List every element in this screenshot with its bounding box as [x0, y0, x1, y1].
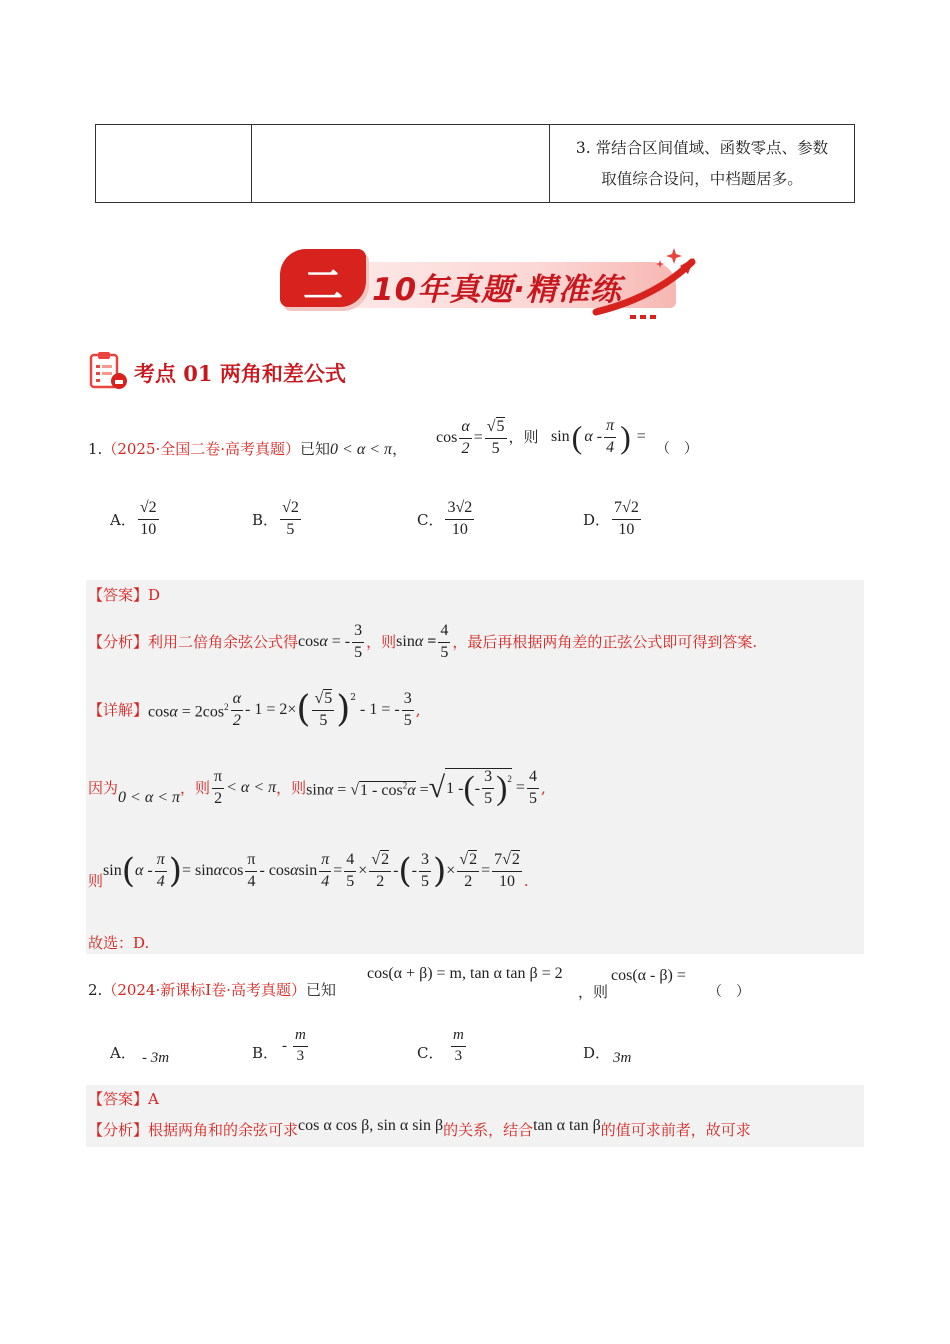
q2-option-d[interactable]: D．: [583, 1044, 611, 1062]
q2-option-b-value: - $\frac{m}{3}$: [282, 1027, 306, 1064]
top-table: [95, 124, 855, 203]
q1-option-d[interactable]: D． $\frac{7√2}{10}$: [583, 499, 639, 538]
table-cell-1: [96, 125, 252, 203]
q1-option-a[interactable]: A． $\frac{√2}{10}$: [110, 499, 157, 538]
q1-detail-2: 因为 0 < α < π ，则 $\frac{\pi}{2}$ < α < π ，则 $\sin\alpha = √1 - \cos^2\alpha$ = √ 1 - ( - $\frac{3}{5}$ ) $^2$ = $\frac{4}{5}$ ,: [88, 767, 546, 807]
question-2-stem: 2.（2024·新课标Ⅰ卷·高考真题）已知: [88, 981, 336, 999]
question-1-stem: 1.（2025·全国二卷·高考真题）已知0 < α < π，: [88, 440, 408, 458]
table-cell-3: 3. 常结合区间值域、函数零点、参数 取值综合设问，中档题居多。: [550, 125, 855, 203]
banner-title: 10年真题·精准练: [372, 272, 622, 308]
section-banner: [276, 240, 700, 322]
question-1-blank: （ ）: [656, 441, 698, 457]
question-2-then: ，则: [578, 983, 609, 1001]
q2-option-c-value: $\frac{m}{3}$: [453, 1027, 464, 1064]
question-1-condition: cos $\frac{\alpha}{2}$ = $\frac{√5}{5}$ ，则: [436, 417, 539, 457]
section-title: 考点 01 两角和差公式: [134, 361, 346, 386]
q1-detail-3: 则 sin ( α - $\frac{\pi}{4}$ ) = sinαcos $\frac{\pi}{4}$ - cosαsin $\frac{\pi}{4}$ = $\frac{4}{5}$ × $\frac{√2}{2}$ - ( - $\frac{3}{5}$ ) × $\frac{√2}{2}$ = $\frac{7√2}{10}$ .: [88, 850, 529, 891]
q1-option-b[interactable]: B． $\frac{√2}{5}$: [252, 499, 299, 538]
q2-option-a-value: - 3m: [142, 1050, 170, 1066]
q1-answer: 【答案】D: [88, 586, 161, 604]
question-2-blank: （ ）: [708, 984, 750, 1000]
q1-option-c[interactable]: C． $\frac{3√2}{10}$: [417, 499, 473, 538]
q1-analysis: 【分析】 利用二倍角余弦公式得 cosα = - $\frac{3}{5}$ ，则 sinα = $\frac{4}{5}$ ，最后再根据两角差的正弦公式即可得到答案.: [88, 621, 758, 661]
q1-detail-1: 【详解】 $\cos\alpha = 2\cos^2$ $\frac{\alpha}{2}$ - 1 = 2× ( $\frac{√5}{5}$ ) $^2$ - 1 = - $\frac{3}{5}$ ,: [88, 689, 421, 730]
question-1-ask: sin ( α - $\frac{\pi}{4}$ ) =: [551, 416, 646, 456]
q2-option-d-value: 3m: [613, 1050, 632, 1066]
q1-conclusion: 故选：D.: [88, 934, 150, 952]
table-cell-2: [252, 125, 550, 203]
q2-option-c[interactable]: C．: [417, 1044, 444, 1062]
q2-option-b[interactable]: B．: [252, 1044, 279, 1062]
clipboard-icon: [88, 350, 128, 390]
sparkle-swoosh-icon: [576, 242, 700, 322]
q2-answer: 【答案】A: [88, 1090, 159, 1108]
q2-analysis: 【分析】 根据两角和的余弦可求 cos α cos β, sin α sin β 的关系，结合 tan α tan β 的值可求前者，故可求: [88, 1117, 751, 1139]
question-2-condition: cos(α + β) = m, tan α tan β = 2: [367, 965, 563, 982]
q2-option-a[interactable]: A．: [110, 1044, 136, 1062]
banner-badge: 二: [280, 249, 366, 307]
question-2-ask: cos(α - β) =: [611, 967, 686, 984]
